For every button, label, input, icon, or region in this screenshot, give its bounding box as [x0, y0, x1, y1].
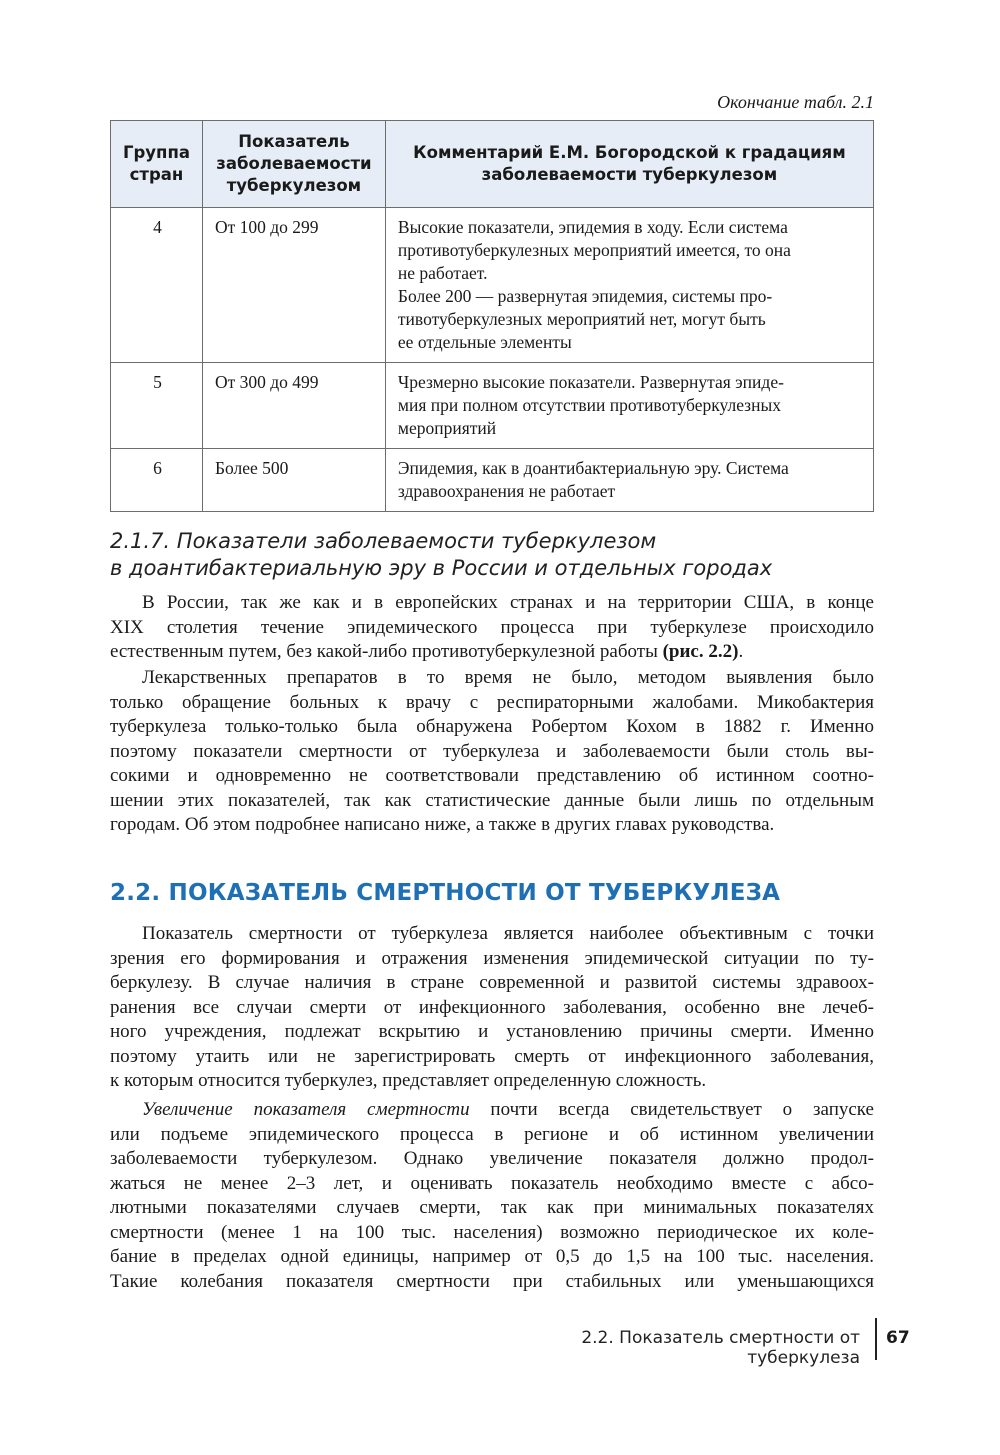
- section-22-paragraph-2: Увеличение показателя смертности почти всегда свидетельствует о запуске или подъеме эпидемического процесса в регионе и об истинном увеличении заболеваемости туберкулезом. Однако увеличение показателя должно продол- жаться не менее 2–3 лет, и оценивать показатель необходимо вместе с абсо- лютными показателями случаев смерти, так как при минимальных показателях смертности (менее 1 на 100 тыс. населения) возможно периодическое их коле- бание в пределах одной единицы, например от 0,5 до 1,5 на 100 тыс. населения. Такие колебания показателя смертности при стабильных или уменьшающихся: [110, 1099, 874, 1292]
- figure-reference[interactable]: (рис. 2.2): [662, 641, 739, 662]
- section-22-heading: 2.2. ПОКАЗАТЕЛЬ СМЕРТНОСТИ ОТ ТУБЕРКУЛЕЗА: [110, 880, 781, 906]
- footer-divider: [875, 1318, 877, 1360]
- running-title: 2.2. Показатель смертности от туберкулеза: [581, 1328, 860, 1368]
- section-22-paragraph-1: Показатель смертности от туберкулеза является наиболее объективным с точки зрения его формирования и отражения изменения эпидемической ситуации по ту- беркулезу. В случае наличия в стране современной и развитой системы здравоох- ранения все случаи смерти от инфекционного заболевания, особенно вне лечеб- ного учреждения, подлежат вскрытию и установлению причины смерти. Именно поэтому утаить или не зарегистрировать смерть от инфекционного заболевания, к которым относится туберкулез, представляет определенную сложность.: [110, 923, 874, 1091]
- table-row: [111, 449, 874, 512]
- cell-comment: Чрезмерно высокие показатели. Развернутая эпиде- мия при полном отсутствии противотуберкулезных мероприятий: [385, 363, 873, 449]
- page-number: 67: [886, 1328, 910, 1348]
- table-caption: Окончание табл. 2.1: [717, 92, 874, 112]
- cell-rate: Более 500: [202, 449, 385, 512]
- section-217-paragraph-2: Лекарственных препаратов в то время не было, методом выявления было только обращение больных к врачу с респираторными жалобами. Микобактерия туберкулеза только-только была обнаружена Робертом Кохом в 1882 г. Именно поэтому показатели смертности от туберкулеза и заболеваемости были столь вы- сокими и одновременно не соответствовали представлению об истинном соотно- шении этих показателей, так как статистические данные были лишь по отдельным городам. Об этом подробнее написано ниже, а также в других главах руководства.: [110, 667, 874, 835]
- section-217-paragraph-1: В России, так же как и в европейских странах и на территории США, в конце XIX столетия течение эпидемического процесса при туберкулезе происходило естественным путем, без какой-либо противотуберкулезной работы (рис. 2.2).: [110, 592, 874, 662]
- cell-group: 5: [111, 363, 203, 449]
- header-group: Группа стран: [111, 121, 203, 208]
- cell-comment: Эпидемия, как в доантибактериальную эру. Система здравоохранения не работает: [385, 449, 873, 512]
- cell-group: 6: [111, 449, 203, 512]
- table-header-row: [111, 121, 874, 208]
- cell-comment: Высокие показатели, эпидемия в ходу. Если система противотуберкулезных мероприятий имеется, то она не работает. Более 200 — развернутая эпидемия, системы про- тивотуберкулезных мероприятий нет, могут быть ее отдельные элементы: [385, 208, 873, 363]
- table-row: [111, 363, 874, 449]
- cell-group: 4: [111, 208, 203, 363]
- cell-rate: От 300 до 499: [202, 363, 385, 449]
- cell-rate: От 100 до 299: [202, 208, 385, 363]
- header-rate: Показатель заболеваемости туберкулезом: [202, 121, 385, 208]
- section-217-title: 2.1.7. Показатели заболеваемости туберкулезом в доантибактериальную эру в России и отдельных городах: [110, 529, 773, 580]
- italic-term: Увеличение показателя смертности: [142, 1099, 470, 1120]
- table-row: [111, 208, 874, 363]
- incidence-table: [110, 120, 874, 512]
- header-comment: Комментарий Е.М. Богородской к градациям заболеваемости туберкулезом: [385, 121, 873, 208]
